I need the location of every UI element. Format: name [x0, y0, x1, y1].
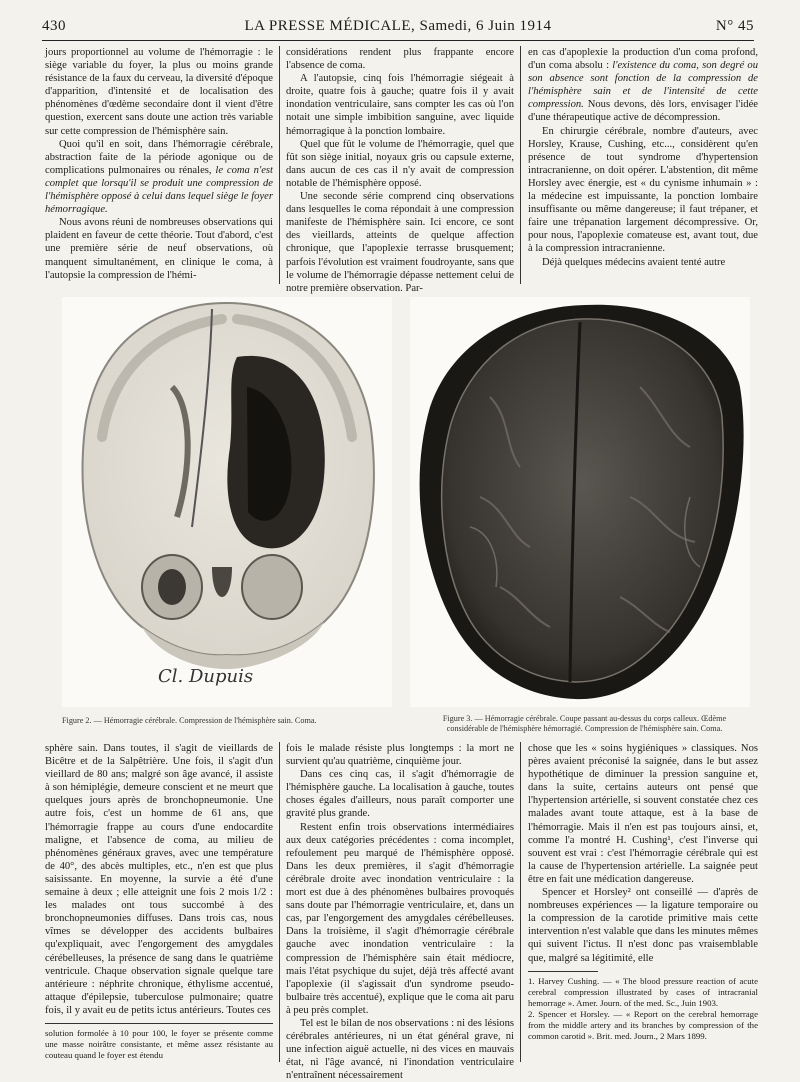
column-1-bottom [45, 742, 273, 1061]
paragraph: en cas d'apoplexie la production d'un coma profond, d'un coma absolu : l'existence du coma, son degré ou son absence sont fonction de la compression de l'hémisphère sain et de l'intensité de cette compression. Nous devons, dès lors, envisager l'idée d'une thérapeutique active de décompression. [528, 47, 759, 124]
paragraph: sphère sain. Dans toutes, il s'agit de vieillards de Bicêtre et de la Salpêtrière. Une fois, il s'agit d'un vieillard de 80 ans; malgré son âge avancé, il assiste à son hémiplégie, demeure conscient et ne meurt que quelques jours après de bronchopneumonie. Une autre fois, c'est un homme de 61 ans, que l'hémorragie frappe au cours d'une endocardite maligne, et l'absence de coma, au milieu de phénomènes généraux graves, avec une température de 40°, des abcès multiples, etc., n'en est que plus saisissante. En moyenne, la survie a été d'une semaine à deux ; elle atteignit une fois 2 mois 1/2 : les malades ont tous succombé à des bronchopneumonies diffuses. Dans trois cas, nous vîmes se développer des accidents bulbaires qu'expliquait, avec l'engorgement des amygdales cérébelleuses, la présence de sang dans le quatrième ventricule. Chaque observation signale quelque tare antérieure : néphrite chronique, éthylisme accentué, attaque d'épilepsie, tuberculose pulmonaire; quatre fois, il y avait eu de petits ictus antérieurs. Toutes ces [45, 743, 273, 1016]
paragraph: fois le malade résiste plus longtemps : la mort ne survient qu'au quatrième, cinquième jour. [286, 743, 514, 768]
column-1-top [45, 46, 273, 282]
brain-section-image [62, 297, 392, 707]
column-2-bottom [286, 742, 514, 1082]
footnote-rule [528, 971, 598, 972]
figure-3-caption: Figure 3. — Hémorragie cérébrale. Coupe passant au-dessus du corps calleux. Œdème considérable de l'hémisphère hémorragié. Compression de l'hémisphère sain. Coma. [442, 714, 727, 733]
footnote-rule [45, 1023, 273, 1024]
brain-top-view-image [410, 297, 750, 707]
page-number: 430 [42, 18, 66, 34]
column-2-top [286, 46, 514, 295]
paragraph: Dans ces cinq cas, il s'agit d'hémorragie de l'hémisphère gauche. La localisation à gauche, toutes choses égales d'ailleurs, nous paraît comporter une gravité plus grande. [286, 769, 514, 820]
paragraph: Une seconde série comprend cinq observations dans lesquelles le coma répondait à une compression manifeste de l'hémisphère sain. Ici encore, ce sont des vieillards, atteints de quelque affection chronique, que l'apoplexie terrasse brusquement; parfois l'évolution est vraiment foudroyante, sans que le volume de l'hémorragie dépasse nettement celui de notre première observation. Par- [286, 191, 514, 294]
journal-title: LA PRESSE MÉDICALE, Samedi, 6 Juin 1914 [244, 18, 552, 34]
issue-number: N° 45 [715, 18, 754, 34]
paragraph: Tel est le bilan de nos observations : ni des lésions cérébrales antérieures, ni un état général grave, ni une infection aiguë actuelle, ni des vices en mauvais état, ni l'âge avancé, ni l'inondation ventriculaire n'entraînent nécessairement [286, 1017, 514, 1082]
column-divider [520, 46, 521, 284]
figure-2-brain-section [62, 297, 392, 707]
paragraph: Quoi qu'il en soit, dans l'hémorragie cérébrale, abstraction faite de la période agonique ou de complications pulmonaires ou rénales, le coma n'est complet que lorsqu'il se produit une compression de l'hémisphère opposé à celui dans lequel siège le foyer hémorragique. [45, 138, 273, 216]
column-3-top [528, 46, 758, 269]
paragraph: chose que les « soins hygiéniques » classiques. Nos pères avaient préconisé la saignée, dans le but assez hypothétique de diminuer la pression sanguine et, dans la suite, certains auteurs ont pensé que l'hypertension artérielle, si souvent constatée chez ces malades avant toute attaque, est à la base de l'hémorragie. Mais il n'en est pas toujours ainsi, et, comme l'a montré H. Cushing¹, c'est l'inverse qui souvent est vrai : c'est l'hémorragie cérébrale qui est la cause de l'hypertension artérielle. La saignée peut être en fait une médication dangereuse. [528, 743, 758, 885]
paragraph: Nous avons réuni de nombreuses observations qui plaident en faveur de cette théorie. Tout d'abord, c'est une première série de neuf observations, où manquent simultanément, en clinique le coma, à l'autopsie la compression de l'hémi- [45, 217, 273, 281]
paragraph: Déjà quelques médecins avaient tenté autre [542, 256, 726, 268]
paragraph: Spencer et Horsley² ont conseillé — d'après de nombreuses expériences — la ligature temporaire ou la compression de la carotide primitive mais cette intervention n'est valable que dans les minutes mêmes qui suivent l'ictus. Il n'est donc pas vraisemblable que, malgré sa légitimité, elle [528, 887, 758, 964]
footnote-1: 1. Harvey Cushing. — « The blood pressure reaction of acute cerebral compression illustrated by cases of intracranial hemorrage ». Amer. Journ. of the med. Sc., Juin 1903. [528, 975, 758, 1008]
footnote-continuation: solution formolée à 10 pour 100, le foyer se présente comme une masse noirâtre consistante, et même assez résistante au couteau quand le foyer est étendu [45, 1027, 273, 1060]
page-header [42, 18, 754, 38]
column-3-bottom [528, 742, 758, 1042]
footnote-2: 2. Spencer et Horsley. — « Report on the cerebral hemorrage from the middle artery and its branches by compression of the common carotid ». Brit. med. Journ., 2 Mars 1899. [528, 1008, 758, 1041]
paragraph: considérations rendent plus frappante encore l'absence de coma. [286, 47, 514, 72]
paragraph: Restent enfin trois observations intermédiaires aux deux catégories précédentes : coma incomplet, refoulement peu marqué de l'hémisphère opposé. Dans les deux premières, il s'agit d'hémorragie cérébrale droite avec inondation ventriculaire : la mort est due à des phénomènes bulbaires provoqués sans doute par l'hémorragie ventriculaire, et, dans un cas, par l'engorgement des amygdales cérébelleuses. Dans la troisième, il s'agit d'hémorragie cérébrale gauche avec inondation ventriculaire : la compression de l'hémisphère sain était médiocre, mais l'état psychique du sujet, déjà très affecté avant l'apoplexie (il s'agissait d'un syndrome pseudo-bulbaire très accentué), explique que le coma ait paru à peu près complet. [286, 821, 514, 1016]
figure-3-brain-section [410, 297, 750, 707]
paragraph: A l'autopsie, cinq fois l'hémorragie siégeait à droite, quatre fois à gauche; quatre fois il y avait inondation ventriculaire, sans compter les cas où l'on notait une simple imbibition sanguine, avec liquide hémorragique à la ponction lombaire. [286, 73, 514, 137]
column-divider [279, 742, 280, 1062]
figure-2-caption: Figure 2. — Hémorragie cérébrale. Compression de l'hémisphère sain. Coma. [62, 716, 317, 725]
paragraph: Quel que fût le volume de l'hémorragie, quel que fût son siège initial, noyaux gris ou capsule externe, dans aucun de ces cas il n'y avait de compression notable de l'hémisphère opposé. [286, 138, 514, 189]
column-divider [279, 46, 280, 284]
paragraph: jours proportionnel au volume de l'hémorragie : le siège variable du foyer, la plus ou moins grande résistance de la faux du cerveau, la diversité d'époque d'apparition, d'intensité et de localisation des phénomènes d'œdème secondaire dont il vient d'être question, exercent sans doute une action très variable sur cette compression de l'hémisphère sain. [45, 47, 273, 137]
paragraph: En chirurgie cérébrale, nombre d'auteurs, avec Horsley, Krause, Cushing, etc..., considèrent qu'en présence de tout syndrome d'hypertension intracranienne, on doit opérer. L'abstention, dit même Horsley avec énergie, est « du cynisme inhumain » : la médecine est impuissante, la ponction lombaire insuffisante ou même dangereuse; il faut trépaner, et faire une trépanation largement décompressive. Or, pour nous, l'apoplexie comateuse est, avant tout, due à la compression intracranienne. [528, 125, 758, 255]
header-rule [42, 40, 754, 41]
column-divider [520, 742, 521, 1062]
photographer-signature: Cl. Dupuis [158, 666, 254, 687]
